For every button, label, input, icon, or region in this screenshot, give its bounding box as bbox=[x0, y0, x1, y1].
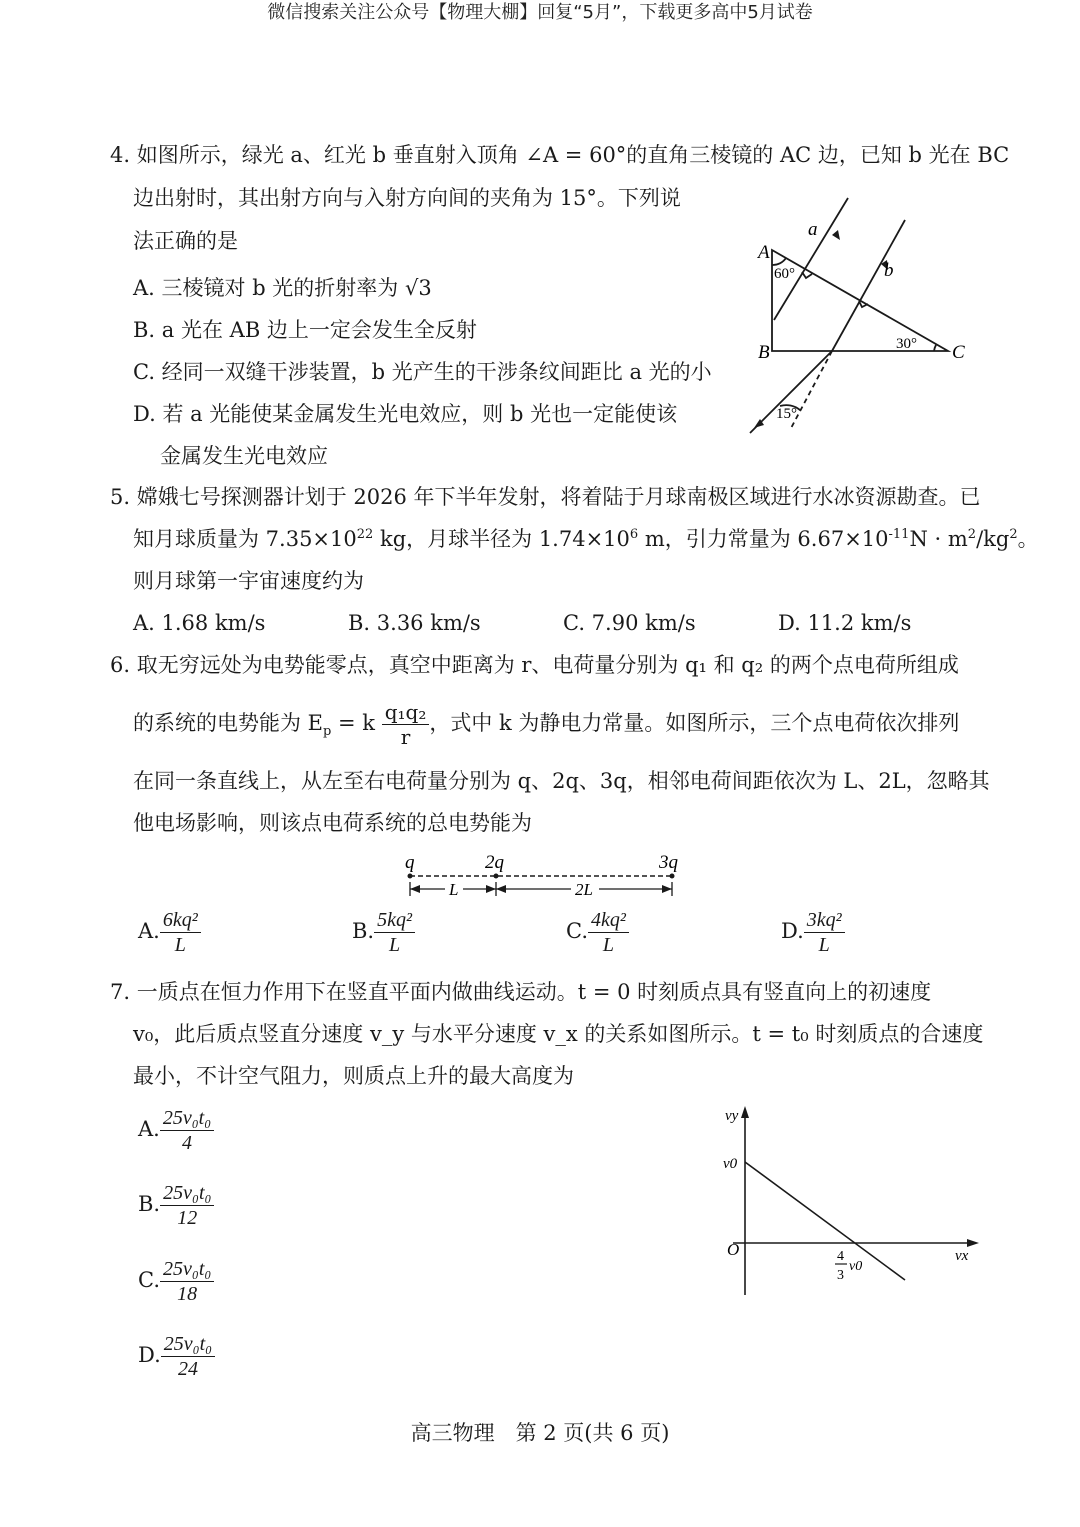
q4-line1: 4. 如图所示，绿光 a、红光 b 垂直射入顶角 ∠A = 60°的直角三棱镜的 AC 边，已知 b 光在 BC bbox=[110, 143, 1010, 167]
q4-line3: 法正确的是 bbox=[133, 229, 238, 253]
q7-line2: v₀，此后质点竖直分速度 v_y 与水平分速度 v_x 的关系如图所示。t = t₀ 时刻质点的合速度 bbox=[133, 1022, 984, 1046]
x-intercept-num: 4 bbox=[837, 1249, 844, 1264]
q5-line3: 则月球第一宇宙速度约为 bbox=[133, 569, 364, 593]
charge-2q: 2q bbox=[485, 852, 504, 873]
q6-option-c: C. $\frac{\text{4kq²}}{L}$ bbox=[566, 908, 629, 957]
charge-3q: 3q bbox=[659, 852, 678, 873]
q6-option-a: A. $\frac{\text{6kq²}}{L}$ bbox=[138, 908, 201, 957]
q4-option-b: B. a 光在 AB 边上一定会发生全反射 bbox=[133, 318, 477, 342]
potential-energy-fraction: $\frac{\text{q₁q₂}}{r}$ bbox=[382, 700, 430, 749]
label-a: a bbox=[808, 219, 818, 240]
vy-vx-line bbox=[745, 1162, 905, 1280]
q7-option-d: D. $\frac{\text{25v₀t₀}}{24}$ bbox=[138, 1332, 215, 1381]
q6-line1: 6. 取无穷远处为电势能零点，真空中距离为 r、电荷量分别为 q₁ 和 q₂ 的两个点电荷所组成 bbox=[110, 653, 959, 677]
label-b: b bbox=[884, 260, 894, 281]
q6-line4: 他电场影响，则该点电荷系统的总电势能为 bbox=[133, 811, 532, 835]
prism-figure bbox=[740, 190, 980, 440]
q6-option-b: B. $\frac{\text{5kq²}}{L}$ bbox=[352, 908, 415, 957]
label-C: C bbox=[952, 342, 965, 363]
label-30deg: 30° bbox=[896, 336, 917, 352]
q5-line2: 知月球质量为 $7.35\times 10^{22}$ kg，月球半径为 $1.74\times 10^6$ m，引力常量为 $6.67\times 10^{-11}N \cdot m^2/kg^2$。 bbox=[133, 527, 1039, 551]
q5-option-a: A. 1.68 km/s bbox=[133, 611, 266, 635]
q7-line1: 7. 一质点在恒力作用下在竖直平面内做曲线运动。t = 0 时刻质点具有竖直向上的初速度 bbox=[110, 980, 932, 1004]
axis-label-vy: vy bbox=[725, 1108, 739, 1124]
q5-option-d: D. 11.2 km/s bbox=[778, 611, 912, 635]
axis-label-vx: vx bbox=[955, 1248, 969, 1264]
page-footer: 高三物理 第 2 页(共 6 页) bbox=[410, 1421, 670, 1445]
q7-option-a: A. $\frac{\text{25v₀t₀}}{4}$ bbox=[138, 1106, 214, 1155]
velocity-graph bbox=[715, 1100, 985, 1300]
x-intercept-den: 3 bbox=[837, 1268, 844, 1283]
q4-option-c: C. 经同一双缝干涉装置，b 光产生的干涉条纹间距比 a 光的小 bbox=[133, 360, 712, 384]
q7-option-c: C. $\frac{\text{25v₀t₀}}{18}$ bbox=[138, 1257, 214, 1306]
label-60deg: 60° bbox=[774, 266, 795, 282]
q4-option-a: A. 三棱镜对 b 光的折射率为 √3 bbox=[133, 276, 432, 300]
v0-label: v0 bbox=[723, 1156, 738, 1172]
charge-q: q bbox=[405, 852, 415, 873]
q7-line3: 最小，不计空气阻力，则质点上升的最大高度为 bbox=[133, 1064, 574, 1088]
q5-option-c: C. 7.90 km/s bbox=[563, 611, 696, 635]
q5-option-b: B. 3.36 km/s bbox=[348, 611, 481, 635]
q4-line2: 边出射时，其出射方向与入射方向间的夹角为 15°。下列说 bbox=[133, 186, 681, 210]
origin-label: O bbox=[727, 1240, 740, 1259]
charges-figure bbox=[395, 848, 690, 900]
distance-L: L bbox=[449, 880, 459, 899]
label-B: B bbox=[758, 342, 770, 363]
q4-option-d-cont: 金属发生光电效应 bbox=[160, 444, 328, 468]
q4-option-d: D. 若 a 光能使某金属发生光电效应，则 b 光也一定能使该 bbox=[133, 402, 678, 426]
q6-option-d: D. $\frac{\text{3kq²}}{L}$ bbox=[781, 908, 845, 957]
label-15deg: 15° bbox=[776, 406, 797, 422]
distance-2L: 2L bbox=[575, 880, 593, 899]
x-intercept-unit: v0 bbox=[849, 1259, 863, 1274]
q7-option-b: B. $\frac{\text{25v₀t₀}}{12}$ bbox=[138, 1181, 214, 1230]
q6-line2: 的系统的电势能为 $E_p = k$ $\frac{\text{q₁q₂}}{r}$ ，式中 k 为静电力常量。如图所示，三个点电荷依次排列 bbox=[133, 700, 960, 749]
q6-line3: 在同一条直线上，从左至右电荷量分别为 q、2q、3q，相邻电荷间距依次为 L、2L，忽略其 bbox=[133, 769, 990, 793]
watermark-header: 微信搜索关注公众号【物理大棚】回复“5月”，下载更多高中5月试卷 bbox=[267, 2, 813, 23]
q5-line1: 5. 嫦娥七号探测器计划于 2026 年下半年发射，将着陆于月球南极区域进行水冰资源勘查。已 bbox=[110, 485, 981, 509]
label-A: A bbox=[758, 242, 770, 263]
